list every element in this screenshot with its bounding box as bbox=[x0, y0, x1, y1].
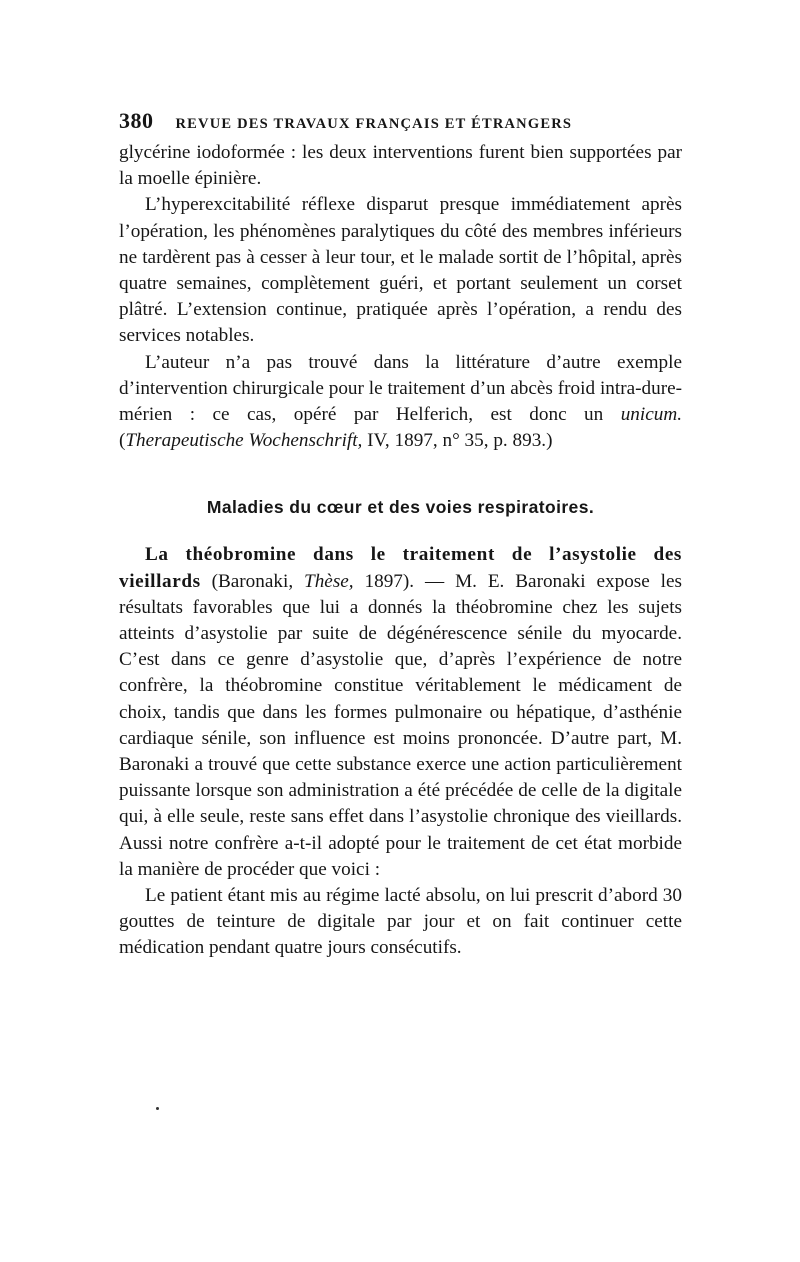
document-page bbox=[119, 108, 682, 962]
author-note-text: L’auteur n’a pas trouvé dans la littérature d’autre exemple d’intervention chirurgicale pour le traitement d’un abcès froid intra-dure-mérien : ce cas, opéré par Helferich, est donc un bbox=[119, 351, 682, 426]
paragraph-author-note bbox=[119, 350, 682, 455]
citation-year: 1897). — bbox=[353, 570, 456, 592]
citation-author: (Baronaki, bbox=[200, 570, 305, 592]
journal-reference: IV, 1897, n° 35, p. 893.) bbox=[362, 430, 553, 452]
section-heading: Maladies du cœur et des voies respiratoires. bbox=[206, 497, 595, 518]
running-title: REVUE DES TRAVAUX FRANÇAIS ET ÉTRANGERS bbox=[175, 116, 573, 132]
paragraph-recovery: L’hyperexcitabilité réflexe disparut presque immédiatement après l’opération, les phénomènes paralytiques du côté des membres inférieurs ne tardèrent pas à cesser à leur tour, et le malade sortit de l’hôpital, après quatre semaines, complètement guéri, et portant seulement un corset plâtré. L’extension continue, pratiquée après l’opération, a rendu des services notables. bbox=[119, 194, 682, 347]
ink-speck bbox=[156, 1107, 159, 1110]
article-body-1: M. E. Baronaki expose les résultats favorables que lui a donnés la théobromine chez les sujets atteints d’asystolie par suite de dégénérescence sénile du myocarde. C’est dans ce genre d’asystolie que, d’après l’expérience de notre confrère, la théobromine constitue véritablement le médicament de choix, tandis que dans les formes pulmonaire ou hépatique, d’asthénie cardiaque sénile, son influence est moins prononcée. D’autre part, M. Baronaki a trouvé que cette substance exerce une action particulièrement puissante lorsque son administration a été précédée de celle de la digitale qui, à elle seule, reste sans effet dans l’asystolie chronique des vieillards. Aussi notre confrère a-t-il adopté pour le traitement de cet état morbide la manière de procéder que voici : bbox=[119, 570, 682, 880]
article-paragraph-1 bbox=[119, 542, 682, 883]
citation-these: Thèse, bbox=[304, 570, 354, 592]
article-paragraph-2: Le patient étant mis au régime lacté absolu, on lui prescrit d’abord 30 gouttes de teinture de digitale par jour et on fait continuer cette médication pendant quatre jours consécutifs. bbox=[119, 885, 682, 959]
article-title: La théobromine dans le traitement de l’asystolie des vieillards bbox=[119, 544, 682, 592]
citation-open-paren: ( bbox=[119, 430, 126, 452]
page-number: 380 bbox=[119, 108, 154, 133]
continued-paragraph: glycérine iodoformée : les deux interventions furent bien supportées par la moelle épinière. bbox=[119, 142, 682, 190]
italic-unicum: unicum. bbox=[620, 404, 682, 426]
running-header bbox=[119, 108, 682, 140]
journal-title: Therapeutische Wochenschrift, bbox=[125, 430, 363, 452]
